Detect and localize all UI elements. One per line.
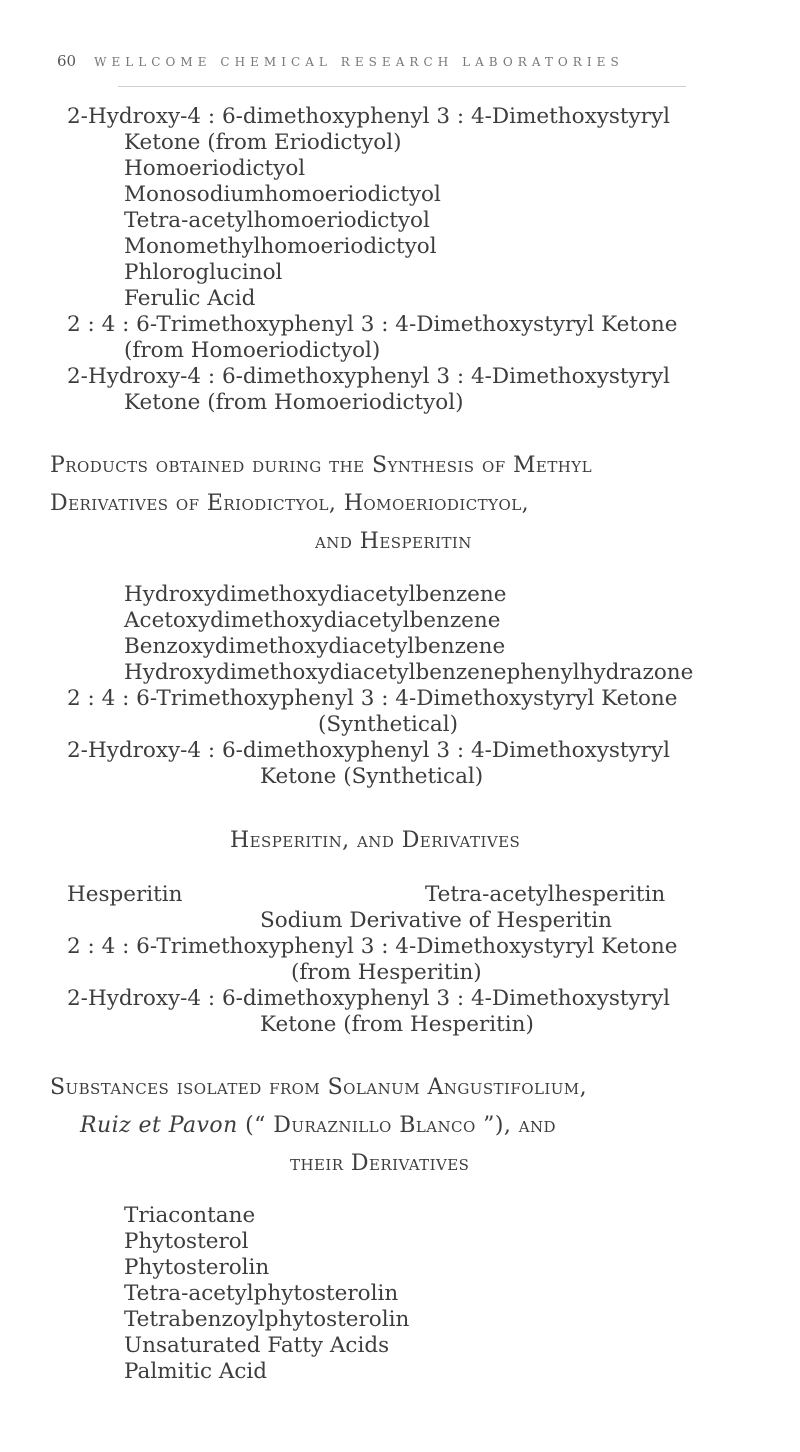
section-heading-rest: (“ Duraznillo Blanco ”), and xyxy=(245,1113,557,1138)
entry-line: Sodium Derivative of Hesperitin xyxy=(260,908,612,933)
entry-line: Triacontane xyxy=(124,1203,256,1228)
section-heading: and Hesperitin xyxy=(315,529,472,554)
entry-line: 2-Hydroxy-4 : 6-dimethoxyphenyl 3 : 4-Dimethoxystyryl xyxy=(67,104,670,129)
entry-line: Hydroxydimethoxydiacetylbenzenephenylhydrazone xyxy=(124,660,694,685)
entry-line: 2 : 4 : 6-Trimethoxyphenyl 3 : 4-Dimethoxystyryl Ketone xyxy=(67,312,678,337)
entry-line: Monosodiumhomoeriodictyol xyxy=(124,182,441,207)
entry-line: Phytosterolin xyxy=(124,1255,270,1280)
entry-line: Ferulic Acid xyxy=(124,286,256,311)
section-heading xyxy=(80,1113,556,1139)
entry-line: Tetra-acetylphytosterolin xyxy=(124,1281,399,1306)
section-heading: Derivatives of Eriodictyol, Homoeriodictyol, xyxy=(50,491,530,516)
entry-line: Hesperitin xyxy=(67,882,183,907)
entry-line: 2-Hydroxy-4 : 6-dimethoxyphenyl 3 : 4-Dimethoxystyryl xyxy=(67,738,670,763)
running-head xyxy=(57,52,757,70)
entry-line: (Synthetical) xyxy=(318,712,458,737)
section-heading: Hesperitin, and Derivatives xyxy=(230,828,521,853)
entry-line: Tetra-acetylhomoeriodictyol xyxy=(124,208,430,233)
entry-line: (from Hesperitin) xyxy=(291,960,482,985)
page-number: 60 xyxy=(57,52,77,70)
entry-line: Ketone (from Homoeriodictyol) xyxy=(124,390,464,415)
entry-line: Phloroglucinol xyxy=(124,260,283,285)
running-title: WELLCOME CHEMICAL RESEARCH LABORATORIES xyxy=(94,55,624,69)
entry-line: Tetra-acetylhesperitin xyxy=(425,882,666,907)
entry-line: Ketone (Synthetical) xyxy=(260,764,484,789)
entry-line: 2-Hydroxy-4 : 6-dimethoxyphenyl 3 : 4-Dimethoxystyryl xyxy=(67,986,670,1011)
entry-line: Benzoxydimethoxydiacetylbenzene xyxy=(124,634,506,659)
header-rule xyxy=(118,86,686,87)
entry-line: Acetoxydimethoxydiacetylbenzene xyxy=(124,608,501,633)
entry-line: 2-Hydroxy-4 : 6-dimethoxyphenyl 3 : 4-Dimethoxystyryl xyxy=(67,364,670,389)
entry-line: Unsaturated Fatty Acids xyxy=(124,1333,390,1358)
section-heading: Products obtained during the Synthesis of Methyl xyxy=(50,453,593,478)
section-heading: their Derivatives xyxy=(290,1151,470,1176)
authority-italic: Ruiz et Pavon xyxy=(80,1113,238,1138)
entry-line: (from Homoeriodictyol) xyxy=(124,338,381,363)
entry-line: Tetrabenzoylphytosterolin xyxy=(124,1307,410,1332)
entry-line: Ketone (from Hesperitin) xyxy=(260,1012,534,1037)
entry-line: 2 : 4 : 6-Trimethoxyphenyl 3 : 4-Dimethoxystyryl Ketone xyxy=(67,686,678,711)
entry-line: Monomethylhomoeriodictyol xyxy=(124,234,437,259)
entry-line: Ketone (from Eriodictyol) xyxy=(124,130,402,155)
entry-line: Phytosterol xyxy=(124,1229,249,1254)
entry-line: Hydroxydimethoxydiacetylbenzene xyxy=(124,582,507,607)
entry-line: 2 : 4 : 6-Trimethoxyphenyl 3 : 4-Dimethoxystyryl Ketone xyxy=(67,934,678,959)
section-heading: Substances isolated from Solanum Angustifolium, xyxy=(50,1075,588,1100)
entry-line: Palmitic Acid xyxy=(124,1359,268,1384)
entry-line: Homoeriodictyol xyxy=(124,156,306,181)
